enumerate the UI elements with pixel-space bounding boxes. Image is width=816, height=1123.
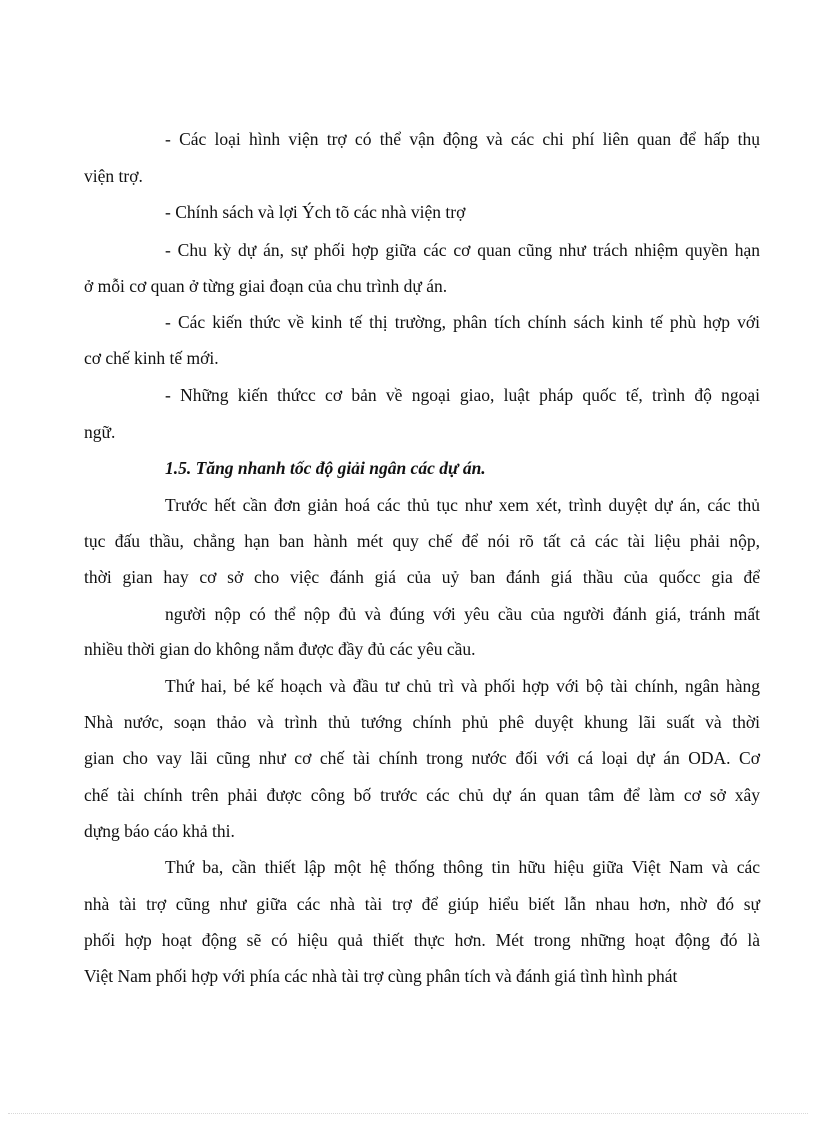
paragraph-line: thời gian hay cơ sở cho việc đánh giá của uỷ ban đánh giá thầu của quốcc gia để bbox=[84, 567, 760, 587]
section-heading: 1.5. Tăng nhanh tốc độ giải ngân các dự án. bbox=[165, 458, 486, 478]
paragraph-line: gian cho vay lãi cũng như cơ chế tài chính trong nước đối với cá loại dự án ODA. Cơ bbox=[84, 748, 760, 768]
bullet-line: - Chính sách và lợi Ých tõ các nhà viện trợ bbox=[165, 202, 466, 222]
paragraph-line: tục đấu thầu, chẳng hạn ban hành mét quy chế để nói rõ tất cả các tài liệu phải nộp, bbox=[84, 531, 760, 551]
paragraph-line: Nhà nước, soạn thảo và trình thủ tướng chính phủ phê duyệt khung lãi suất và thời bbox=[84, 712, 760, 732]
paragraph-line: Thứ hai, bé kế hoạch và đầu tư chủ trì và phối hợp với bộ tài chính, ngân hàng bbox=[165, 676, 760, 696]
text-line: ở mỗi cơ quan ở từng giai đoạn của chu trình dự án. bbox=[84, 276, 448, 296]
paragraph-line: Trước hết cần đơn giản hoá các thủ tục như xem xét, trình duyệt dự án, các thủ bbox=[165, 495, 760, 515]
bullet-line: - Các kiến thức về kinh tế thị trường, phân tích chính sách kinh tế phù hợp với bbox=[165, 312, 760, 332]
paragraph-line: Việt Nam phối hợp với phía các nhà tài trợ cùng phân tích và đánh giá tình hình phát bbox=[84, 966, 678, 986]
paragraph-line: dựng báo cáo khả thi. bbox=[84, 821, 235, 841]
text-line: cơ chế kinh tế mới. bbox=[84, 348, 219, 368]
text-line: viện trợ. bbox=[84, 166, 143, 186]
bullet-line: - Những kiến thứcc cơ bản về ngoại giao, luật pháp quốc tế, trình độ ngoại bbox=[165, 385, 760, 405]
paragraph-line: chế tài chính trên phải được công bố trước các chủ dự án quan tâm để làm cơ sở xây bbox=[84, 785, 760, 805]
paragraph-line: người nộp có thể nộp đủ và đúng với yêu cầu của người đánh giá, tránh mất bbox=[165, 604, 760, 624]
page-bottom-divider bbox=[8, 1113, 808, 1114]
text-line: ngữ. bbox=[84, 422, 116, 442]
paragraph-line: phối hợp hoạt động sẽ có hiệu quả thiết thực hơn. Mét trong những hoạt động đó là bbox=[84, 930, 760, 950]
paragraph-line: nhà tài trợ cũng như giữa các nhà tài trợ để giúp hiểu biết lẫn nhau hơn, nhờ đó sự bbox=[84, 894, 760, 914]
bullet-line: - Chu kỳ dự án, sự phối hợp giữa các cơ quan cũng như trách nhiệm quyền hạn bbox=[165, 240, 760, 260]
paragraph-line: Thứ ba, cần thiết lập một hệ thống thông tin hữu hiệu giữa Việt Nam và các bbox=[165, 857, 760, 877]
paragraph-line: nhiều thời gian do không nắm được đầy đủ các yêu cầu. bbox=[84, 639, 476, 659]
bullet-line: - Các loại hình viện trợ có thể vận động và các chi phí liên quan để hấp thụ bbox=[165, 129, 760, 149]
